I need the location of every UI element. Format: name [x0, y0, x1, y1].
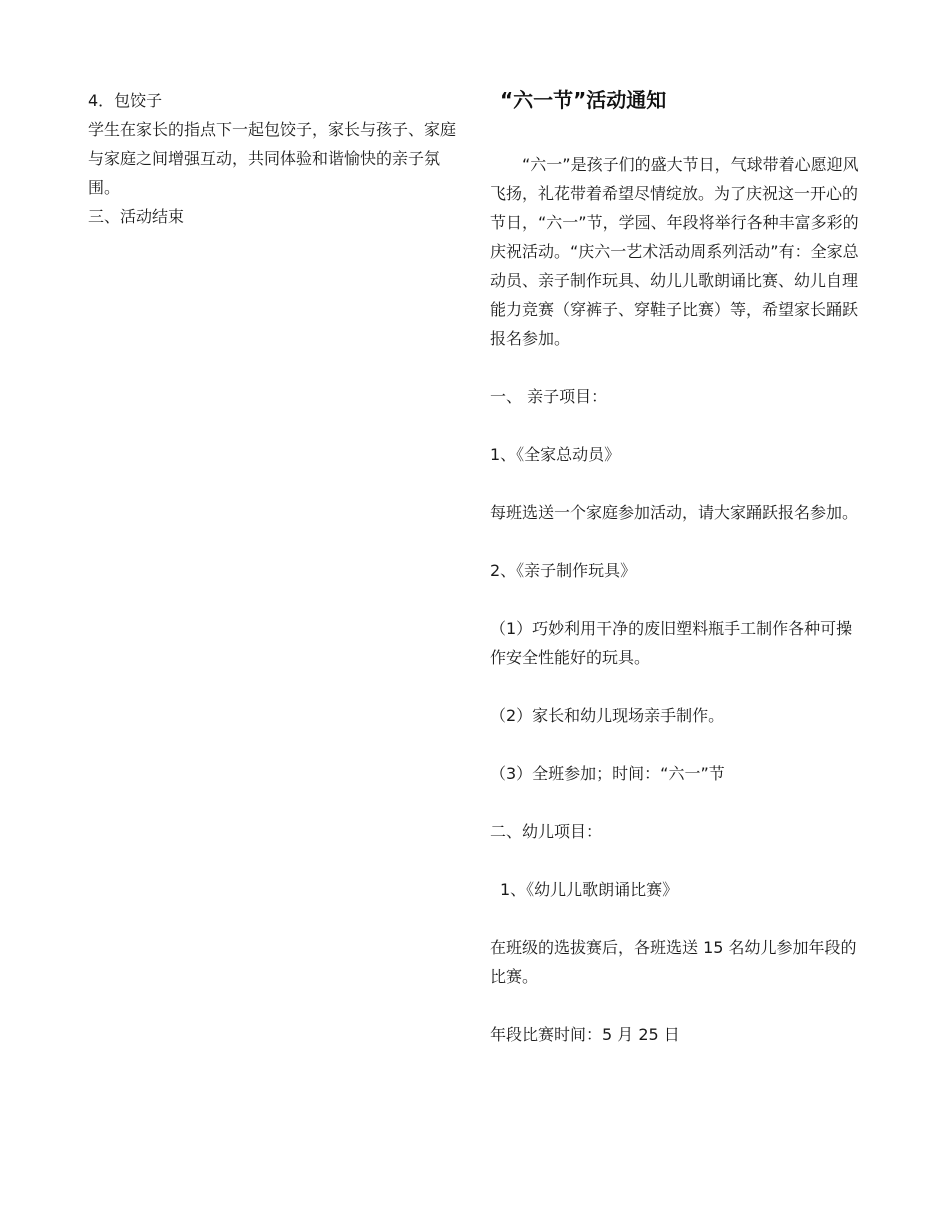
s1-item1-heading: 1、《全家总动员》 — [490, 445, 621, 464]
s2-item1-heading: 1、《幼儿儿歌朗诵比赛》 — [500, 880, 679, 899]
right-column — [490, 84, 868, 1049]
s1-item2-point2: （2）家长和幼儿现场亲手制作。 — [490, 706, 725, 725]
section3-heading: 三、活动结束 — [88, 207, 185, 226]
s1-item1-body: 每班选送一个家庭参加活动，请大家踊跃报名参加。 — [490, 503, 859, 522]
item4-body: 学生在家长的指点下一起包饺子，家长与孩子、家庭与家庭之间增强互动，共同体验和谐愉快的亲子氛围。 — [88, 120, 457, 197]
item4-title: 4．包饺子 — [88, 91, 163, 110]
s1-item2-heading: 2、《亲子制作玩具》 — [490, 561, 637, 580]
intro-paragraph: “六一”是孩子们的盛大节日，气球带着心愿迎风飞扬，礼花带着希望尽情绽放。为了庆祝这一开心的节日，“六一”节，学园、年段将举行各种丰富多彩的庆祝活动。“庆六一艺术活动周系列活动”有：全家总动员、亲子制作玩具、幼儿儿歌朗诵比赛、幼儿自理能力竞赛（穿裤子、穿鞋子比赛）等，希望家长踊跃报名参加。 — [490, 155, 859, 348]
left-column — [88, 86, 460, 231]
section1-heading: 一、 亲子项目： — [490, 387, 608, 406]
s2-item1-time: 年段比赛时间：5 月 25 日 — [490, 1025, 680, 1044]
notice-title: “六一节”活动通知 — [500, 88, 667, 112]
s1-item2-point3: （3）全班参加；时间：“六一”节 — [490, 764, 725, 783]
s2-item1-body: 在班级的选拔赛后，各班选送 15 名幼儿参加年段的比赛。 — [490, 938, 857, 986]
section2-heading: 二、幼儿项目： — [490, 822, 603, 841]
s1-item2-point1: （1）巧妙利用干净的废旧塑料瓶手工制作各种可操作安全性能好的玩具。 — [490, 619, 853, 667]
